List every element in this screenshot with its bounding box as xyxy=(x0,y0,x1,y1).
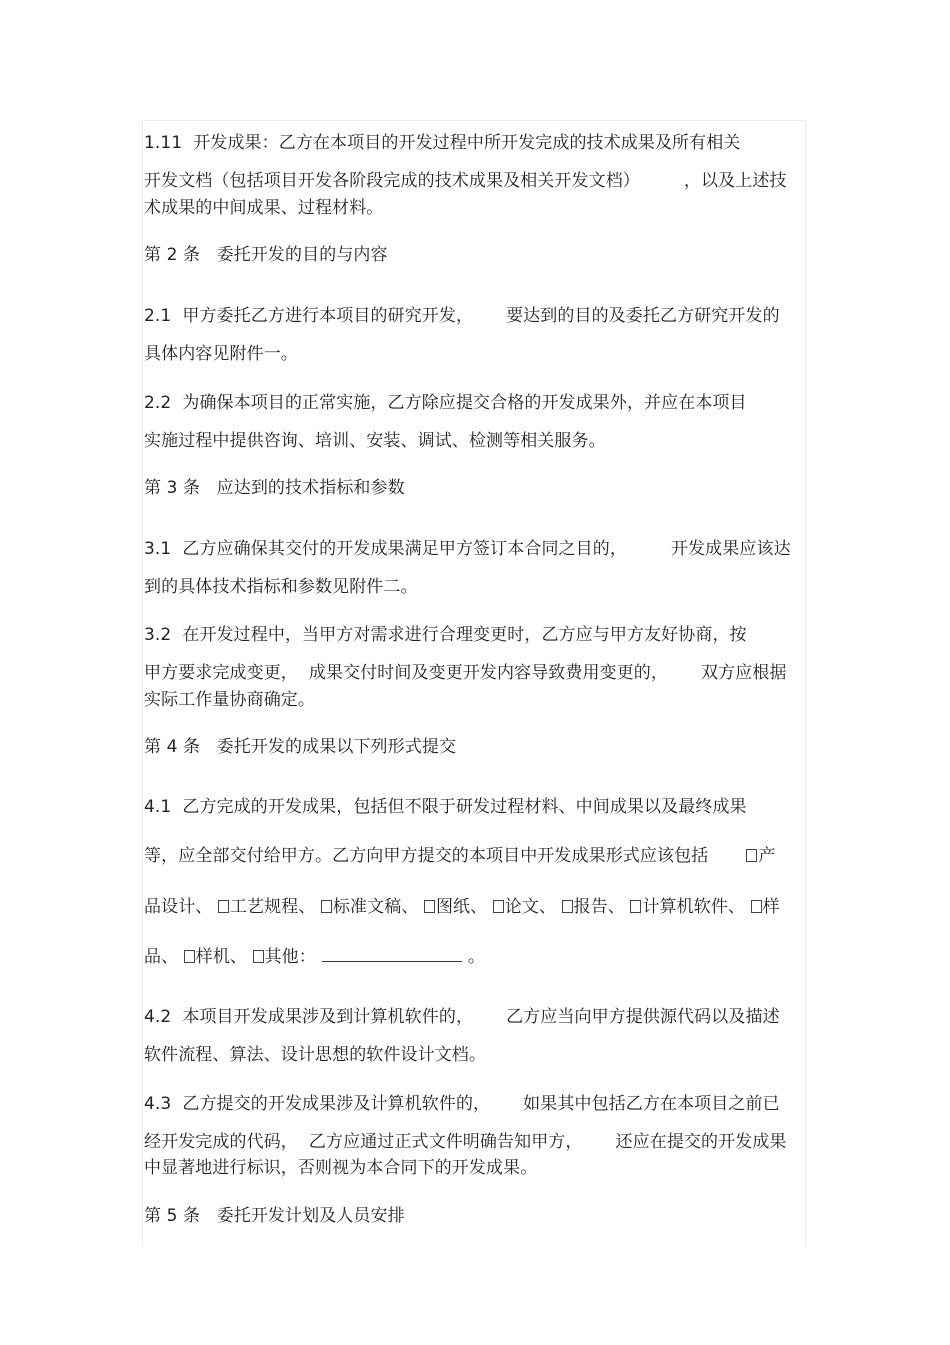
clause-3-2-line-2: 甲方要求完成变更， 成果交付时间及变更开发内容导致费用变更的， 双方应根据 xyxy=(144,663,787,683)
clause-3-2-line-3: 实际工作量协商确定。 xyxy=(144,690,315,710)
option-report-checkbox[interactable] xyxy=(562,900,573,913)
clause-4-1-line-2 xyxy=(144,846,775,866)
option-other-label: 其他： xyxy=(264,947,316,967)
option-paper-label: 论文、 xyxy=(504,897,557,917)
clause-4-1-end-mark: 。 xyxy=(467,947,485,967)
option-standard-draft-label: 标准文稿、 xyxy=(332,897,419,917)
option-report-label: 报告、 xyxy=(573,897,625,917)
clause-2-2-line-2: 实施过程中提供咨询、培训、安装、调试、检测等相关服务。 xyxy=(144,431,606,451)
article-5-heading: 第 5 条 委托开发计划及人员安排 xyxy=(144,1206,405,1226)
clause-2-1-line-1: 2.1 甲方委托乙方进行本项目的研究开发， 要达到的目的及委托乙方研究开发的 xyxy=(144,306,780,326)
clause-3-1-line-1: 3.1 乙方应确保其交付的开发成果满足甲方签订本合同之目的， 开发成果应该达 xyxy=(144,539,791,559)
option-sample-label-end: 品、 xyxy=(144,947,179,967)
clause-4-3-line-2: 经开发完成的代码， 乙方应通过正式文件明确告知甲方， 还应在提交的开发成果 xyxy=(144,1132,787,1152)
article-4-heading: 第 4 条 委托开发的成果以下列形式提交 xyxy=(144,737,457,757)
option-product-design-checkbox[interactable] xyxy=(746,849,757,862)
option-product-design-label-end: 品设计、 xyxy=(144,897,213,917)
clause-1-11-line-2: 开发文档（包括项目开发各阶段完成的技术成果及相关开发文档） ，以及上述技 xyxy=(144,171,787,191)
option-other-checkbox[interactable] xyxy=(253,950,264,963)
clause-1-11-line-3: 术成果的中间成果、过程材料。 xyxy=(144,198,384,218)
article-3-heading: 第 3 条 应达到的技术指标和参数 xyxy=(144,478,405,498)
option-prototype-checkbox[interactable] xyxy=(184,950,195,963)
article-2-heading: 第 2 条 委托开发的目的与内容 xyxy=(144,245,388,265)
option-sample-label-start: 样 xyxy=(762,897,780,917)
clause-2-1-line-2: 具体内容见附件一。 xyxy=(144,344,298,364)
clause-4-3-line-3: 中显著地进行标识，否则视为本合同下的开发成果。 xyxy=(144,1158,538,1178)
option-product-design-label-start: 产 xyxy=(758,846,776,866)
clause-4-3-line-1: 4.3 乙方提交的开发成果涉及计算机软件的， 如果其中包括乙方在本项目之前已 xyxy=(144,1094,780,1114)
option-prototype-label: 样机、 xyxy=(195,947,248,967)
option-sample-checkbox[interactable] xyxy=(751,900,762,913)
option-drawings-checkbox[interactable] xyxy=(424,900,435,913)
clause-1-11-line-1: 1.11 开发成果：乙方在本项目的开发过程中所开发完成的技术成果及所有相关 xyxy=(144,133,741,153)
clause-4-1-line-2-text: 等，应全部交付给甲方。乙方向甲方提交的本项目中开发成果形式应该包括 xyxy=(144,846,709,866)
option-software-checkbox[interactable] xyxy=(630,900,641,913)
option-software-label: 计算机软件、 xyxy=(642,897,746,917)
page-frame xyxy=(142,120,806,1246)
option-standard-draft-checkbox[interactable] xyxy=(321,900,332,913)
option-process-spec-label: 工艺规程、 xyxy=(229,897,316,917)
clause-4-1-options-line-a xyxy=(144,897,780,917)
option-paper-checkbox[interactable] xyxy=(493,900,504,913)
clause-2-2-line-1: 2.2 为确保本项目的正常实施，乙方除应提交合格的开发成果外，并应在本项目 xyxy=(144,393,747,413)
option-process-spec-checkbox[interactable] xyxy=(218,900,229,913)
clause-3-2-line-1: 3.2 在开发过程中，当甲方对需求进行合理变更时，乙方应与甲方友好协商，按 xyxy=(144,625,747,645)
clause-4-2-line-1: 4.2 本项目开发成果涉及到计算机软件的， 乙方应当向甲方提供源代码以及描述 xyxy=(144,1007,780,1027)
clause-3-1-line-2: 到的具体技术指标和参数见附件二。 xyxy=(144,577,418,597)
option-drawings-label: 图纸、 xyxy=(435,897,488,917)
clause-4-1-options-line-b xyxy=(144,947,485,967)
clause-4-2-line-2: 软件流程、算法、设计思想的软件设计文档。 xyxy=(144,1045,486,1065)
clause-4-1-line-1: 4.1 乙方完成的开发成果，包括但不限于研发过程材料、中间成果以及最终成果 xyxy=(144,797,747,817)
option-other-fill-in-blank[interactable] xyxy=(322,947,462,962)
